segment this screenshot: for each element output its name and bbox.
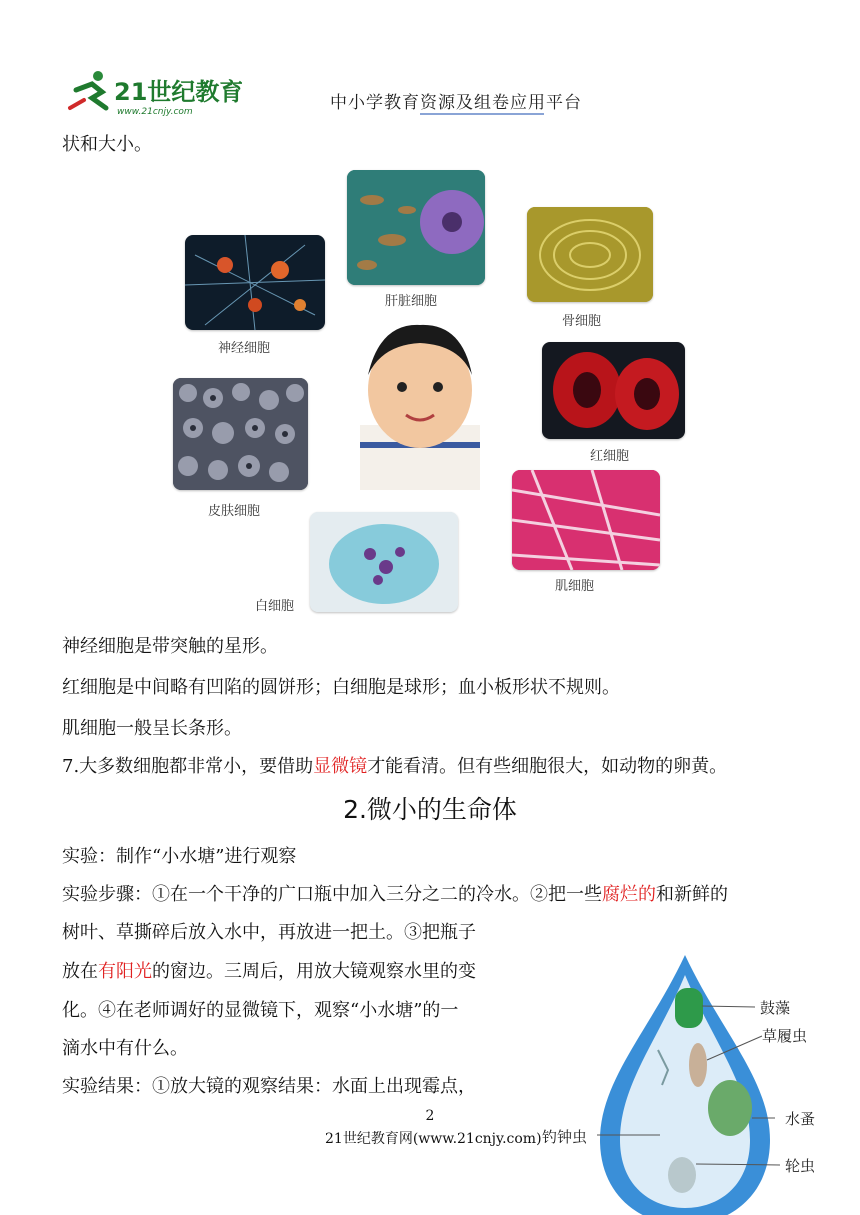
water-drop-figure bbox=[530, 950, 850, 1215]
skin-cell-image bbox=[173, 378, 308, 490]
white-blood-cell-image bbox=[310, 512, 458, 612]
page-number: 2 bbox=[425, 1108, 435, 1124]
muscle-cell-label: 肌细胞 bbox=[555, 579, 595, 594]
muscle-cell-image bbox=[512, 470, 660, 570]
steps-line-4: 化。④在老师调好的显微镜下，观察“小水塘”的一 bbox=[62, 1000, 459, 1021]
paragraph-muscle: 肌细胞一般呈长条形。 bbox=[62, 718, 242, 739]
steps-l3-b: 的窗边。三周后，用放大镜观察水里的变 bbox=[152, 961, 476, 982]
white-blood-cell-label: 白细胞 bbox=[255, 599, 295, 614]
runner-logo-icon bbox=[62, 68, 242, 120]
liver-cell-label: 肝脏细胞 bbox=[385, 294, 438, 309]
header-logo bbox=[62, 68, 242, 120]
skin-cell-label: 皮肤细胞 bbox=[208, 504, 261, 519]
steps-line-1 bbox=[62, 880, 728, 906]
steps-line-5: 滴水中有什么。 bbox=[62, 1038, 188, 1059]
cell-types-figure bbox=[170, 165, 700, 617]
item7-text-b: 才能看清。但有些细胞很大，如动物的卵黄。 bbox=[367, 756, 728, 777]
paragraph-blood: 红细胞是中间略有凹陷的圆饼形；白细胞是球形；血小板形状不规则。 bbox=[62, 677, 620, 698]
bone-cell-label: 骨细胞 bbox=[562, 314, 602, 329]
steps-l1-a: 实验步骤：①在一个干净的广口瓶中加入三分之二的冷水。②把一些 bbox=[62, 884, 602, 905]
bone-cell-image bbox=[527, 207, 653, 302]
nerve-cell-label: 神经细胞 bbox=[218, 341, 271, 356]
footer-site: 21世纪教育网(www.21cnjy.com) bbox=[325, 1131, 542, 1147]
nerve-cell-image bbox=[185, 235, 325, 330]
paragraph-nerve: 神经细胞是带突触的星形。 bbox=[62, 636, 278, 657]
child-photo bbox=[340, 315, 500, 490]
algae-label: 鼓藻 bbox=[760, 999, 791, 1017]
red-blood-cell-label: 红细胞 bbox=[590, 449, 630, 464]
steps-l3-red: 有阳光 bbox=[98, 961, 152, 982]
red-blood-cell-image bbox=[542, 342, 685, 439]
water-flea-label: 水蚤 bbox=[785, 1110, 816, 1128]
paragraph-item7 bbox=[62, 752, 727, 778]
experiment-line: 实验：制作“小水塘”进行观察 bbox=[62, 846, 297, 867]
vorticella-label: 钓钟虫 bbox=[542, 1128, 588, 1146]
logo-text: 21世纪教育 bbox=[114, 78, 242, 106]
paramecium-label: 草履虫 bbox=[762, 1027, 808, 1045]
header-platform-title: 中小学教育资源及组卷应用平台 bbox=[330, 93, 582, 113]
steps-line-3 bbox=[62, 957, 476, 983]
logo-url: www.21cnjy.com bbox=[117, 107, 193, 117]
liver-cell-image bbox=[347, 170, 485, 285]
item7-text-a: 7.大多数细胞都非常小，要借助 bbox=[62, 756, 314, 777]
steps-line-2: 树叶、草撕碎后放入水中，再放进一把土。③把瓶子 bbox=[62, 922, 476, 943]
item7-microscope: 显微镜 bbox=[313, 756, 368, 777]
header-underline bbox=[420, 113, 544, 115]
rotifer-label: 轮虫 bbox=[785, 1157, 816, 1175]
result-line: 实验结果：①放大镜的观察结果：水面上出现霉点， bbox=[62, 1076, 476, 1097]
section-title: 2.微小的生命体 bbox=[343, 795, 517, 824]
intro-line: 状和大小。 bbox=[62, 134, 152, 155]
steps-l1-red: 腐烂的 bbox=[602, 884, 656, 905]
steps-l3-a: 放在 bbox=[62, 961, 98, 982]
steps-l1-b: 和新鲜的 bbox=[656, 884, 728, 905]
